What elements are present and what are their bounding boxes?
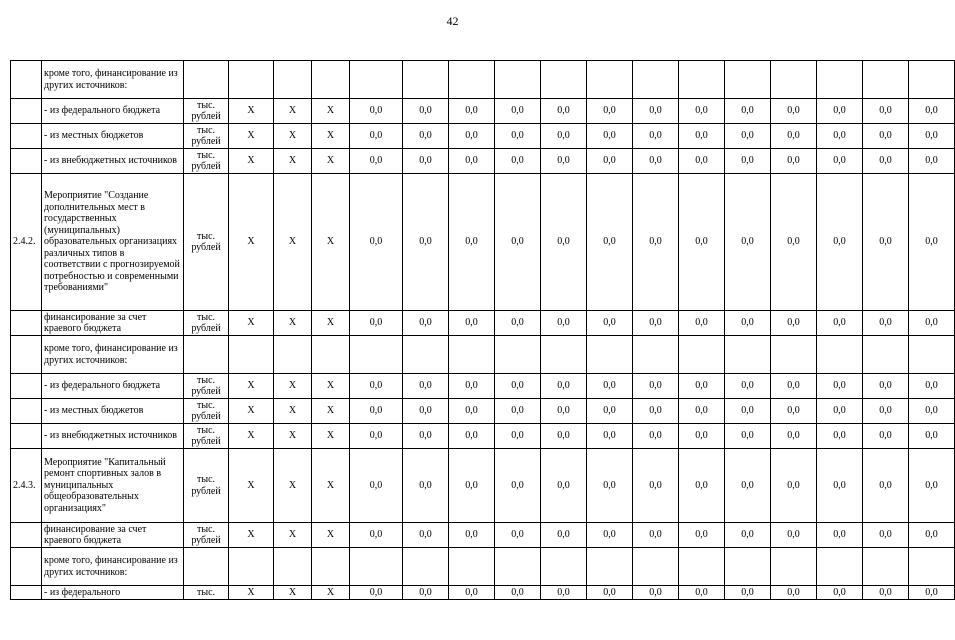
value-cell: 0,0 [587,124,633,149]
x-mark-cell [229,548,274,586]
value-cell [679,548,725,586]
x-mark-cell: X [312,424,350,449]
page-number: 42 [446,14,459,28]
value-cell: 0,0 [817,174,863,311]
value-cell: 0,0 [403,374,449,399]
value-cell: 0,0 [350,149,403,174]
value-cell [633,548,679,586]
value-cell: 0,0 [403,311,449,336]
table-row [11,523,955,548]
value-cell [541,61,587,99]
value-cell: 0,0 [495,174,541,311]
x-mark-cell: X [274,149,312,174]
value-cell [725,548,771,586]
value-cell [771,548,817,586]
value-cell: 0,0 [863,149,909,174]
row-number-cell [11,149,42,174]
value-cell: 0,0 [725,374,771,399]
value-cell: 0,0 [817,374,863,399]
value-cell: 0,0 [350,523,403,548]
value-cell: 0,0 [403,124,449,149]
x-mark-cell: X [274,174,312,311]
value-cell [909,336,955,374]
value-cell: 0,0 [817,124,863,149]
x-mark-cell: X [312,174,350,311]
value-cell: 0,0 [909,399,955,424]
x-mark-cell: X [229,449,274,523]
value-cell: 0,0 [863,449,909,523]
unit-cell: тыс. рублей [184,174,229,311]
value-cell [449,548,495,586]
value-cell: 0,0 [495,424,541,449]
value-cell: 0,0 [449,124,495,149]
value-cell: 0,0 [587,586,633,600]
value-cell: 0,0 [633,449,679,523]
value-cell: 0,0 [403,523,449,548]
value-cell: 0,0 [350,586,403,600]
x-mark-cell: X [312,374,350,399]
value-cell: 0,0 [679,399,725,424]
x-mark-cell: X [274,523,312,548]
value-cell: 0,0 [633,374,679,399]
value-cell: 0,0 [449,174,495,311]
value-cell: 0,0 [587,424,633,449]
value-cell: 0,0 [679,586,725,600]
value-cell: 0,0 [771,174,817,311]
x-mark-cell: X [229,124,274,149]
row-name-cell: кроме того, финансирование из других источников: [42,336,184,374]
value-cell: 0,0 [449,99,495,124]
value-cell: 0,0 [863,586,909,600]
row-number-cell [11,586,42,600]
x-mark-cell [312,336,350,374]
value-cell: 0,0 [679,149,725,174]
value-cell: 0,0 [771,449,817,523]
value-cell: 0,0 [587,149,633,174]
table-row [11,336,955,374]
row-number-cell: 2.4.3. [11,449,42,523]
x-mark-cell: X [274,399,312,424]
value-cell: 0,0 [817,399,863,424]
value-cell: 0,0 [541,311,587,336]
value-cell: 0,0 [587,99,633,124]
table-row [11,61,955,99]
x-mark-cell: X [312,124,350,149]
value-cell: 0,0 [679,374,725,399]
value-cell [403,548,449,586]
x-mark-cell: X [229,399,274,424]
value-cell: 0,0 [909,424,955,449]
value-cell: 0,0 [771,374,817,399]
value-cell: 0,0 [449,311,495,336]
value-cell: 0,0 [633,424,679,449]
value-cell: 0,0 [909,149,955,174]
value-cell: 0,0 [725,586,771,600]
value-cell [633,61,679,99]
value-cell [679,61,725,99]
value-cell: 0,0 [350,124,403,149]
value-cell: 0,0 [350,311,403,336]
value-cell: 0,0 [771,424,817,449]
row-name-cell: - из внебюджетных источников [42,149,184,174]
value-cell [863,548,909,586]
row-name-cell: - из федерального бюджета [42,374,184,399]
x-mark-cell: X [229,523,274,548]
row-name-cell: - из местных бюджетов [42,399,184,424]
value-cell: 0,0 [403,149,449,174]
value-cell: 0,0 [350,399,403,424]
x-mark-cell: X [229,99,274,124]
value-cell: 0,0 [587,174,633,311]
row-number-cell [11,424,42,449]
x-mark-cell: X [312,149,350,174]
value-cell: 0,0 [403,449,449,523]
value-cell: 0,0 [725,449,771,523]
row-number-cell [11,399,42,424]
value-cell: 0,0 [817,149,863,174]
value-cell: 0,0 [350,174,403,311]
value-cell: 0,0 [403,174,449,311]
value-cell [449,61,495,99]
value-cell [403,61,449,99]
value-cell: 0,0 [541,449,587,523]
value-cell: 0,0 [495,124,541,149]
value-cell: 0,0 [633,174,679,311]
value-cell: 0,0 [771,399,817,424]
value-cell: 0,0 [587,449,633,523]
unit-cell: тыс. рублей [184,449,229,523]
unit-cell [184,336,229,374]
row-number-cell: 2.4.2. [11,174,42,311]
value-cell [679,336,725,374]
value-cell [771,61,817,99]
value-cell: 0,0 [863,424,909,449]
value-cell [633,336,679,374]
value-cell [725,336,771,374]
value-cell: 0,0 [863,523,909,548]
value-cell [909,548,955,586]
row-number-cell [11,61,42,99]
value-cell: 0,0 [350,424,403,449]
value-cell: 0,0 [541,424,587,449]
value-cell: 0,0 [495,449,541,523]
value-cell: 0,0 [909,99,955,124]
unit-cell: тыс. рублей [184,523,229,548]
row-name-cell: - из местных бюджетов [42,124,184,149]
unit-cell: тыс. рублей [184,149,229,174]
table-row [11,548,955,586]
table-row [11,586,955,600]
value-cell: 0,0 [771,99,817,124]
x-mark-cell: X [312,99,350,124]
value-cell [817,61,863,99]
value-cell: 0,0 [541,586,587,600]
table-row [11,311,955,336]
value-cell: 0,0 [449,399,495,424]
x-mark-cell [274,61,312,99]
value-cell: 0,0 [909,374,955,399]
value-cell: 0,0 [449,449,495,523]
value-cell [587,336,633,374]
x-mark-cell [274,548,312,586]
x-mark-cell [274,336,312,374]
value-cell: 0,0 [449,424,495,449]
value-cell: 0,0 [633,311,679,336]
value-cell [495,548,541,586]
value-cell [587,548,633,586]
value-cell [449,336,495,374]
value-cell: 0,0 [863,174,909,311]
value-cell: 0,0 [679,523,725,548]
unit-cell: тыс. рублей [184,99,229,124]
value-cell: 0,0 [587,374,633,399]
value-cell [771,336,817,374]
value-cell: 0,0 [495,149,541,174]
value-cell: 0,0 [909,174,955,311]
value-cell: 0,0 [771,586,817,600]
value-cell: 0,0 [909,124,955,149]
value-cell: 0,0 [679,99,725,124]
value-cell [495,336,541,374]
value-cell: 0,0 [633,99,679,124]
value-cell [403,336,449,374]
value-cell [350,548,403,586]
row-number-cell [11,374,42,399]
value-cell: 0,0 [863,311,909,336]
x-mark-cell: X [274,311,312,336]
table-row [11,124,955,149]
x-mark-cell: X [229,586,274,600]
row-number-cell [11,311,42,336]
x-mark-cell: X [312,586,350,600]
value-cell: 0,0 [541,174,587,311]
value-cell: 0,0 [449,586,495,600]
x-mark-cell: X [274,449,312,523]
value-cell: 0,0 [495,523,541,548]
value-cell: 0,0 [587,523,633,548]
value-cell: 0,0 [541,399,587,424]
value-cell: 0,0 [495,99,541,124]
value-cell: 0,0 [679,424,725,449]
value-cell: 0,0 [541,523,587,548]
value-cell: 0,0 [633,399,679,424]
value-cell: 0,0 [679,311,725,336]
row-name-cell: Мероприятие "Создание дополнительных мест в государственных (муниципальных) образовательных организациях различных типов в соответствии с прогнозируемой потребностью и современными требованиями" [42,174,184,311]
unit-cell: тыс. рублей [184,124,229,149]
value-cell: 0,0 [863,399,909,424]
value-cell: 0,0 [679,124,725,149]
x-mark-cell [312,61,350,99]
value-cell: 0,0 [541,99,587,124]
value-cell [817,336,863,374]
value-cell: 0,0 [679,174,725,311]
table-row [11,374,955,399]
row-name-cell: - из федерального бюджета [42,99,184,124]
value-cell: 0,0 [909,449,955,523]
value-cell: 0,0 [449,149,495,174]
row-number-cell [11,548,42,586]
x-mark-cell: X [274,424,312,449]
row-name-cell: финансирование за счет краевого бюджета [42,523,184,548]
value-cell [350,336,403,374]
value-cell: 0,0 [817,99,863,124]
value-cell: 0,0 [725,311,771,336]
value-cell: 0,0 [817,311,863,336]
value-cell [541,336,587,374]
unit-cell [184,61,229,99]
x-mark-cell: X [229,374,274,399]
value-cell: 0,0 [495,586,541,600]
value-cell: 0,0 [725,424,771,449]
value-cell: 0,0 [725,523,771,548]
unit-cell: тыс. рублей [184,311,229,336]
value-cell: 0,0 [817,424,863,449]
value-cell: 0,0 [350,449,403,523]
x-mark-cell [312,548,350,586]
value-cell: 0,0 [863,99,909,124]
x-mark-cell [229,336,274,374]
unit-cell: тыс. рублей [184,424,229,449]
value-cell: 0,0 [403,399,449,424]
value-cell [350,61,403,99]
value-cell: 0,0 [449,523,495,548]
value-cell: 0,0 [679,449,725,523]
row-name-cell: финансирование за счет краевого бюджета [42,311,184,336]
value-cell: 0,0 [725,174,771,311]
x-mark-cell: X [312,449,350,523]
row-number-cell [11,523,42,548]
value-cell: 0,0 [725,149,771,174]
table-row [11,449,955,523]
value-cell: 0,0 [771,149,817,174]
value-cell: 0,0 [633,523,679,548]
value-cell: 0,0 [449,374,495,399]
x-mark-cell: X [312,523,350,548]
value-cell: 0,0 [817,523,863,548]
value-cell: 0,0 [495,399,541,424]
value-cell: 0,0 [350,374,403,399]
value-cell: 0,0 [633,149,679,174]
value-cell [495,61,541,99]
row-name-cell: - из внебюджетных источников [42,424,184,449]
unit-cell: тыс. рублей [184,374,229,399]
value-cell: 0,0 [909,523,955,548]
table-row [11,99,955,124]
value-cell: 0,0 [863,124,909,149]
value-cell [725,61,771,99]
value-cell: 0,0 [909,311,955,336]
row-name-cell: - из федерального [42,586,184,600]
unit-cell: тыс. [184,586,229,600]
value-cell: 0,0 [403,586,449,600]
x-mark-cell: X [274,586,312,600]
value-cell: 0,0 [541,149,587,174]
value-cell: 0,0 [541,374,587,399]
value-cell: 0,0 [495,374,541,399]
value-cell [587,61,633,99]
table-row [11,399,955,424]
value-cell: 0,0 [909,586,955,600]
value-cell: 0,0 [771,124,817,149]
x-mark-cell: X [274,374,312,399]
value-cell: 0,0 [817,449,863,523]
row-number-cell [11,99,42,124]
value-cell: 0,0 [771,523,817,548]
value-cell: 0,0 [587,399,633,424]
value-cell [817,548,863,586]
value-cell: 0,0 [725,399,771,424]
unit-cell: тыс. рублей [184,399,229,424]
x-mark-cell: X [229,424,274,449]
value-cell: 0,0 [587,311,633,336]
budget-table [10,60,955,600]
value-cell [909,61,955,99]
value-cell [863,336,909,374]
value-cell: 0,0 [725,99,771,124]
row-name-cell: кроме того, финансирование из других источников: [42,61,184,99]
value-cell: 0,0 [541,124,587,149]
value-cell: 0,0 [350,99,403,124]
value-cell: 0,0 [817,586,863,600]
x-mark-cell: X [274,99,312,124]
table-row [11,174,955,311]
x-mark-cell: X [274,124,312,149]
x-mark-cell [229,61,274,99]
row-number-cell [11,124,42,149]
value-cell: 0,0 [633,586,679,600]
value-cell [541,548,587,586]
unit-cell [184,548,229,586]
row-name-cell: Мероприятие "Капитальный ремонт спортивных залов в муниципальных общеобразовательных организациях" [42,449,184,523]
value-cell: 0,0 [633,124,679,149]
x-mark-cell: X [312,399,350,424]
value-cell: 0,0 [863,374,909,399]
value-cell: 0,0 [771,311,817,336]
value-cell: 0,0 [495,311,541,336]
x-mark-cell: X [229,174,274,311]
value-cell: 0,0 [403,424,449,449]
x-mark-cell: X [312,311,350,336]
x-mark-cell: X [229,311,274,336]
value-cell: 0,0 [725,124,771,149]
table-row [11,149,955,174]
value-cell [863,61,909,99]
row-number-cell [11,336,42,374]
table-row [11,424,955,449]
row-name-cell: кроме того, финансирование из других источников: [42,548,184,586]
value-cell: 0,0 [403,99,449,124]
x-mark-cell: X [229,149,274,174]
